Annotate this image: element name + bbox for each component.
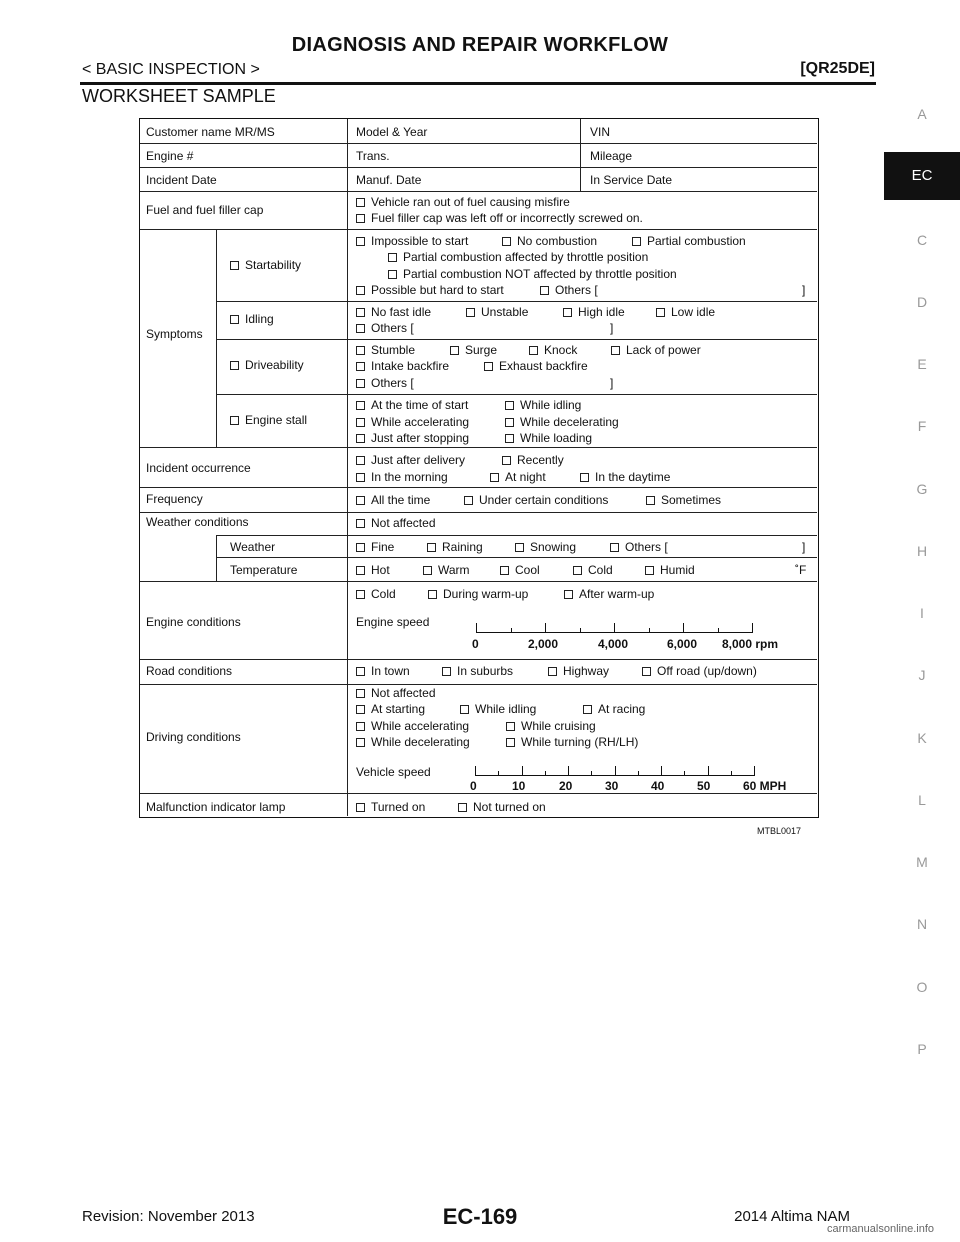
scale-tick: [476, 623, 477, 633]
bracket-close: ]: [610, 376, 614, 390]
index-tab-e[interactable]: E: [917, 356, 927, 372]
engine-speed-label: Engine speed: [356, 615, 430, 629]
engine-conditions-label: Engine conditions: [146, 615, 241, 629]
checkbox[interactable]: [642, 667, 651, 676]
scale-tick: [615, 766, 616, 776]
checkbox-option[interactable]: At starting: [356, 702, 425, 716]
checkbox[interactable]: [529, 346, 538, 355]
scale-tick: [568, 766, 569, 776]
checkbox[interactable]: [356, 346, 365, 355]
weather-conditions-label: Weather conditions: [146, 515, 249, 529]
col-divider: [216, 229, 217, 447]
scale-label: 6,000: [667, 637, 698, 651]
row-divider: [140, 793, 817, 794]
checkbox[interactable]: [583, 705, 592, 714]
weather-label: Weather: [230, 540, 276, 554]
checkbox[interactable]: [356, 434, 365, 443]
checkbox[interactable]: [356, 722, 365, 731]
checkbox[interactable]: [505, 401, 514, 410]
checkbox[interactable]: [388, 253, 397, 262]
checkbox[interactable]: [356, 496, 365, 505]
checkbox[interactable]: [611, 346, 620, 355]
checkbox[interactable]: [450, 346, 459, 355]
checkbox-option[interactable]: Lack of power: [611, 343, 701, 357]
incident-occurrence-label: Incident occurrence: [146, 461, 251, 475]
checkbox[interactable]: [632, 237, 641, 246]
bracket-close: ]: [802, 283, 806, 297]
checkbox-option[interactable]: Intake backfire: [356, 359, 449, 373]
checkbox[interactable]: [564, 590, 573, 599]
checkbox[interactable]: [356, 519, 365, 528]
checkbox[interactable]: [356, 566, 365, 575]
row-divider: [216, 535, 817, 536]
scale-tick: [754, 766, 755, 776]
checkbox-option[interactable]: Turned on: [356, 800, 425, 814]
revision-label: Revision: November 2013: [82, 1208, 255, 1225]
checkbox-option[interactable]: In the daytime: [580, 470, 670, 484]
checkbox-option[interactable]: Not turned on: [458, 800, 546, 814]
index-tab-g[interactable]: G: [916, 481, 928, 497]
scale-label: 0: [472, 637, 479, 651]
checkbox[interactable]: [484, 362, 493, 371]
symptoms-label: Symptoms: [146, 327, 203, 341]
scale-label: 40: [651, 779, 665, 793]
checkbox[interactable]: [388, 270, 397, 279]
col-divider: [347, 119, 348, 816]
section-index-sidebar: [884, 0, 960, 1242]
checkbox[interactable]: [505, 418, 514, 427]
service-date-label: In Service Date: [590, 173, 673, 187]
row-divider: [140, 487, 817, 488]
scale-label: 60 MPH: [743, 779, 787, 793]
checkbox[interactable]: [356, 362, 365, 371]
checkbox[interactable]: [502, 237, 511, 246]
checkbox-option[interactable]: In the morning: [356, 470, 448, 484]
checkbox-option[interactable]: Off road (up/down): [642, 664, 757, 678]
checkbox[interactable]: [230, 261, 239, 270]
checkbox-option[interactable]: Highway: [548, 664, 609, 678]
checkbox-option[interactable]: During warm-up: [428, 587, 528, 601]
engine-code: [QR25DE]: [800, 60, 875, 77]
scale-label: 0: [470, 779, 477, 793]
scale-tick: [580, 628, 581, 633]
index-tab-p[interactable]: P: [917, 1041, 927, 1057]
checkbox-option[interactable]: Others [: [356, 376, 414, 390]
scale-label: 20: [559, 779, 573, 793]
index-tab-a[interactable]: A: [917, 106, 927, 122]
checkbox-option[interactable]: Partial combustion affected by throttle position: [388, 250, 648, 264]
page-number: EC-169: [442, 1204, 518, 1229]
figure-code: MTBL0017: [757, 826, 802, 836]
checkbox[interactable]: [656, 308, 665, 317]
index-tab-d[interactable]: D: [916, 294, 928, 310]
row-divider: [216, 301, 817, 302]
row-divider: [140, 659, 817, 660]
checkbox-option[interactable]: Warm: [423, 563, 470, 577]
checkbox-option[interactable]: All the time: [356, 493, 430, 507]
fuel-label: Fuel and fuel filler cap: [146, 203, 264, 217]
checkbox-option[interactable]: Low idle: [656, 305, 715, 319]
scale-tick: [638, 771, 639, 776]
bracket-close: ]: [802, 540, 806, 554]
index-tab-i[interactable]: I: [920, 605, 924, 621]
checkbox[interactable]: [356, 667, 365, 676]
section-label: < BASIC INSPECTION >: [82, 61, 260, 78]
checkbox-option[interactable]: At the time of start: [356, 398, 468, 412]
checkbox[interactable]: [458, 803, 467, 812]
checkbox-option[interactable]: High idle: [563, 305, 625, 319]
checkbox[interactable]: [356, 473, 365, 482]
row-divider: [140, 167, 817, 168]
index-tab-k[interactable]: K: [917, 730, 927, 746]
checkbox-option[interactable]: Unstable: [466, 305, 528, 319]
checkbox[interactable]: [356, 379, 365, 388]
checkbox[interactable]: [356, 456, 365, 465]
checkbox-option[interactable]: Not affected: [356, 516, 436, 530]
vin-label: VIN: [590, 125, 611, 139]
scale-tick: [708, 766, 709, 776]
index-tab-h[interactable]: H: [916, 543, 928, 559]
scale-tick: [614, 623, 615, 633]
index-tab-c[interactable]: C: [916, 232, 928, 248]
checkbox[interactable]: [230, 361, 239, 370]
manuf-date-label: Manuf. Date: [356, 173, 422, 187]
frequency-label: Frequency: [146, 492, 203, 506]
checkbox-option[interactable]: Impossible to start: [356, 234, 468, 248]
checkbox[interactable]: [505, 434, 514, 443]
checkbox[interactable]: [506, 738, 515, 747]
checkbox-option[interactable]: Humid: [645, 563, 695, 577]
checkbox[interactable]: [230, 416, 239, 425]
checkbox-option[interactable]: Knock: [529, 343, 577, 357]
scale-tick: [522, 766, 523, 776]
checkbox[interactable]: [506, 722, 515, 731]
scale-label: 30: [605, 779, 619, 793]
scale-tick: [683, 623, 684, 633]
checkbox-option[interactable]: Cold: [573, 563, 613, 577]
checkbox[interactable]: [442, 667, 451, 676]
col-divider: [216, 535, 217, 581]
checkbox[interactable]: [563, 308, 572, 317]
checkbox[interactable]: [490, 473, 499, 482]
scale-tick: [591, 771, 592, 776]
checkbox-option[interactable]: Driveability: [230, 358, 304, 372]
checkbox-option[interactable]: Cool: [500, 563, 540, 577]
scale-label: 4,000: [598, 637, 629, 651]
checkbox-option[interactable]: Startability: [230, 258, 301, 272]
worksheet-table: [139, 118, 819, 818]
checkbox[interactable]: [356, 286, 365, 295]
checkbox[interactable]: [356, 803, 365, 812]
row-divider: [140, 229, 817, 230]
worksheet-heading: WORKSHEET SAMPLE: [82, 86, 276, 106]
checkbox-option[interactable]: While idling: [460, 702, 536, 716]
row-divider: [216, 557, 817, 558]
checkbox[interactable]: [356, 401, 365, 410]
scale-tick: [475, 766, 476, 776]
row-divider: [140, 684, 817, 685]
scale-label: 2,000: [528, 637, 559, 651]
scale-tick: [661, 766, 662, 776]
index-tab-n[interactable]: N: [916, 916, 928, 932]
watermark: carmanualsonline.info: [826, 1223, 934, 1235]
checkbox-option[interactable]: At racing: [583, 702, 645, 716]
checkbox-option[interactable]: Not affected: [356, 686, 436, 700]
driving-conditions-label: Driving conditions: [146, 730, 241, 744]
scale-tick: [684, 771, 685, 776]
checkbox-option[interactable]: While decelerating: [505, 415, 619, 429]
checkbox-option[interactable]: Fuel filler cap was left off or incorrectly screwed on.: [356, 211, 643, 225]
page-title: DIAGNOSIS AND REPAIR WORKFLOW: [291, 34, 669, 56]
checkbox[interactable]: [428, 590, 437, 599]
checkbox-option[interactable]: In suburbs: [442, 664, 513, 678]
checkbox-option[interactable]: Others [: [610, 540, 668, 554]
checkbox-option[interactable]: Snowing: [515, 540, 576, 554]
checkbox-option[interactable]: Cold: [356, 587, 396, 601]
checkbox[interactable]: [580, 473, 589, 482]
checkbox[interactable]: [500, 566, 509, 575]
vehicle-speed-label: Vehicle speed: [356, 765, 431, 779]
checkbox[interactable]: [460, 705, 469, 714]
checkbox[interactable]: [356, 705, 365, 714]
checkbox-option[interactable]: While decelerating: [356, 735, 470, 749]
checkbox-option[interactable]: Possible but hard to start: [356, 283, 504, 297]
checkbox[interactable]: [502, 456, 511, 465]
row-divider: [216, 394, 817, 395]
index-tab-l[interactable]: L: [918, 792, 926, 808]
checkbox[interactable]: [466, 308, 475, 317]
checkbox-option[interactable]: Partial combustion NOT affected by throttle position: [388, 267, 677, 281]
checkbox-option[interactable]: Idling: [230, 312, 274, 326]
scale-tick: [752, 623, 753, 633]
checkbox-option[interactable]: Fine: [356, 540, 394, 554]
checkbox[interactable]: [540, 286, 549, 295]
checkbox-option[interactable]: Partial combustion: [632, 234, 746, 248]
index-tab-j[interactable]: J: [918, 667, 926, 683]
checkbox[interactable]: [356, 308, 365, 317]
index-tab-m[interactable]: M: [916, 854, 928, 870]
checkbox[interactable]: [356, 214, 365, 223]
checkbox[interactable]: [230, 315, 239, 324]
row-divider: [140, 512, 817, 513]
checkbox[interactable]: [356, 198, 365, 207]
incident-date-label: Incident Date: [146, 173, 217, 187]
checkbox-option[interactable]: While loading: [505, 431, 592, 445]
scale-tick: [545, 771, 546, 776]
checkbox-option[interactable]: Vehicle ran out of fuel causing misfire: [356, 195, 570, 209]
model-label: 2014 Altima NAM: [734, 1208, 850, 1225]
checkbox[interactable]: [515, 543, 524, 552]
scale-tick: [511, 628, 512, 633]
bracket-close: ]: [610, 321, 614, 335]
scale-label: 50: [697, 779, 711, 793]
checkbox-option[interactable]: Exhaust backfire: [484, 359, 588, 373]
checkbox-option[interactable]: Engine stall: [230, 413, 307, 427]
checkbox[interactable]: [356, 237, 365, 246]
checkbox-option[interactable]: At night: [490, 470, 546, 484]
customer-name-label: Customer name MR/MS: [146, 125, 275, 139]
row-divider: [140, 581, 817, 582]
checkbox-option[interactable]: Just after stopping: [356, 431, 469, 445]
checkbox-option[interactable]: While cruising: [506, 719, 596, 733]
index-tab-ec[interactable]: EC: [884, 152, 960, 200]
scale-tick: [498, 771, 499, 776]
checkbox[interactable]: [464, 496, 473, 505]
checkbox[interactable]: [356, 590, 365, 599]
checkbox[interactable]: [548, 667, 557, 676]
checkbox-option[interactable]: In town: [356, 664, 410, 678]
scale-label: 10: [512, 779, 526, 793]
row-divider: [140, 143, 817, 144]
checkbox-option[interactable]: No combustion: [502, 234, 597, 248]
checkbox[interactable]: [356, 689, 365, 698]
mil-label: Malfunction indicator lamp: [146, 800, 286, 814]
checkbox-option[interactable]: While turning (RH/LH): [506, 735, 638, 749]
checkbox-option[interactable]: While accelerating: [356, 415, 469, 429]
checkbox-option[interactable]: Just after delivery: [356, 453, 465, 467]
road-conditions-label: Road conditions: [146, 664, 233, 678]
checkbox[interactable]: [427, 543, 436, 552]
mileage-label: Mileage: [590, 149, 633, 163]
checkbox-option[interactable]: Recently: [502, 453, 564, 467]
checkbox[interactable]: [356, 543, 365, 552]
scale-tick: [731, 771, 732, 776]
model-year-label: Model & Year: [356, 125, 428, 139]
row-divider: [140, 191, 817, 192]
checkbox-option[interactable]: While accelerating: [356, 719, 469, 733]
temperature-label: Temperature: [230, 563, 298, 577]
row-divider: [216, 339, 817, 340]
scale-tick: [718, 628, 719, 633]
scale-tick: [649, 628, 650, 633]
trans-label: Trans.: [356, 149, 390, 163]
checkbox-option[interactable]: Others [: [356, 321, 414, 335]
checkbox[interactable]: [645, 566, 654, 575]
temp-unit: ˚F: [795, 563, 807, 577]
checkbox-option[interactable]: While idling: [505, 398, 581, 412]
scale-label: 8,000 rpm: [722, 637, 779, 651]
checkbox[interactable]: [646, 496, 655, 505]
checkbox-option[interactable]: Stumble: [356, 343, 415, 357]
checkbox-option[interactable]: After warm-up: [564, 587, 654, 601]
index-tab-f[interactable]: F: [917, 418, 927, 434]
col-divider: [580, 119, 581, 191]
checkbox[interactable]: [423, 566, 432, 575]
checkbox-option[interactable]: Raining: [427, 540, 483, 554]
checkbox-option[interactable]: Under certain conditions: [464, 493, 608, 507]
checkbox[interactable]: [356, 324, 365, 333]
row-divider: [140, 447, 817, 448]
checkbox[interactable]: [573, 566, 582, 575]
scale-tick: [545, 623, 546, 633]
checkbox[interactable]: [356, 418, 365, 427]
index-tab-o[interactable]: O: [916, 979, 928, 995]
checkbox[interactable]: [356, 738, 365, 747]
checkbox-option[interactable]: Surge: [450, 343, 497, 357]
checkbox-option[interactable]: No fast idle: [356, 305, 431, 319]
engine-number-label: Engine #: [146, 149, 194, 163]
checkbox-option[interactable]: Others [: [540, 283, 598, 297]
header-rule: [80, 82, 876, 85]
checkbox[interactable]: [610, 543, 619, 552]
checkbox-option[interactable]: Hot: [356, 563, 390, 577]
checkbox-option[interactable]: Sometimes: [646, 493, 721, 507]
